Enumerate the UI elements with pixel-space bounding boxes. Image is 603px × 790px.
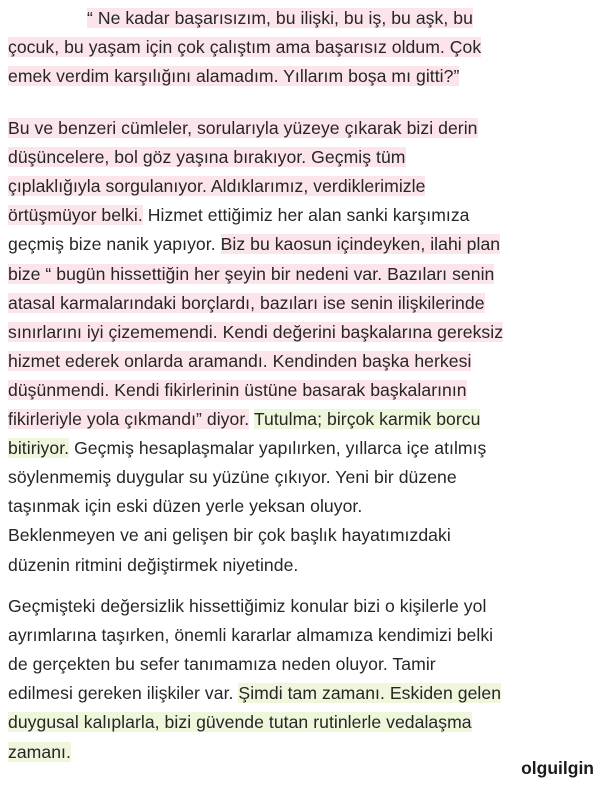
text-line — [8, 592, 486, 621]
text-line — [8, 551, 298, 580]
text-line — [8, 114, 478, 143]
highlighted-text-pink: atasal karmalarındaki borçlardı, bazıları ise senin ilişkilerinde — [8, 292, 485, 313]
text-line — [8, 201, 470, 230]
text-segment: Hizmet ettiğimiz her alan sanki karşımıza — [142, 205, 470, 226]
text-segment: Geçmişteki değersizlik hissettiğimiz konular bizi o kişilerle yol — [8, 596, 487, 616]
text-segment: söylenmemiş duygular su yüzüne çıkıyor. Yeni bir düzene — [8, 467, 457, 488]
highlighted-text-pink: düşüncelere, bol göz yaşına bırakıyor. Geçmiş tüm — [8, 147, 406, 168]
text-line — [8, 347, 471, 376]
highlighted-text-green: bitiriyor. — [8, 438, 70, 459]
text-line — [8, 521, 451, 550]
text-line — [8, 318, 503, 347]
text-line — [8, 434, 486, 463]
highlighted-text-pink: Biz bu kaosun içindeyken, ilahi plan — [220, 234, 501, 255]
text-line — [8, 260, 494, 289]
highlighted-text-pink: çıplaklığıyla sorgulanıyor. Aldıklarımız, verdiklerimizle — [8, 176, 426, 197]
highlighted-text-pink: düşünmendi. Kendi fikirlerinin üstüne basarak başkalarının — [8, 379, 467, 400]
text-line — [8, 650, 436, 679]
text-segment: de gerçekten bu sefer tanımamıza neden oluyor. Tamir — [8, 654, 436, 675]
text-segment: taşınmak için eski düzen yerle yeksan oluyor. — [8, 496, 363, 517]
text-line — [8, 230, 500, 259]
highlighted-text-pink: “ Ne kadar başarısızım, bu ilişki, bu iş, bu aşk, bu — [87, 8, 473, 28]
text-segment: düzenin ritmini değiştirmek niyetinde. — [8, 554, 299, 575]
author-signature: olguilgin — [521, 758, 594, 778]
highlighted-text-green: duygusal kalıplarla, bizi güvende tutan rutinlerle vedalaşma — [8, 712, 472, 733]
highlighted-text-pink: fikirleriyle yola çıkmandı” diyor. — [8, 409, 250, 429]
text-line — [8, 708, 472, 737]
text-line — [8, 172, 425, 201]
text-line — [8, 376, 467, 405]
highlighted-text-green: Tutulma; birçok karmik borcu — [253, 409, 481, 429]
text-line — [8, 463, 457, 492]
highlighted-text-pink: emek verdim karşılığını alamadım. Yıllarım boşa mı gitti?” — [8, 66, 460, 87]
highlighted-text-pink: Bu ve benzeri cümleler, sorularıyla yüzeye çıkarak bizi derin — [8, 118, 478, 138]
text-line — [87, 4, 473, 33]
text-line — [8, 621, 493, 650]
text-segment: geçmiş bize nanik yapıyor. — [8, 234, 221, 255]
highlighted-text-pink: sınırlarını iyi çizememendi. Kendi değerini başkalarına gereksiz — [8, 321, 504, 342]
text-segment: Beklenmeyen ve ani gelişen bir çok başlık hayatımızdaki — [8, 525, 451, 546]
highlighted-text-green: zamanı. — [8, 741, 71, 762]
text-segment: ayrımlarına taşırken, önemli kararlar almamıza kendimizi belki — [8, 625, 494, 646]
highlighted-text-pink: örtüşmüyor belki. — [8, 205, 143, 226]
highlighted-text-pink: çocuk, bu yaşam için çok çalıştım ama başarısız oldum. Çok — [8, 37, 482, 58]
text-segment: Geçmiş hesaplaşmalar yapılırken, yıllarca içe atılmış — [69, 438, 487, 459]
text-line — [8, 143, 406, 172]
text-line — [8, 33, 481, 62]
highlighted-text-pink: bize “ bugün hissettiğin her şeyin bir nedeni var. Bazıları senin — [8, 263, 495, 284]
text-line — [8, 62, 459, 91]
text-segment: edilmesi gereken ilişkiler var. — [8, 683, 239, 704]
text-line — [8, 405, 480, 434]
highlighted-text-pink: hizmet ederek onlarda aramandı. Kendinden başka herkesi — [8, 350, 472, 371]
text-line — [8, 679, 501, 708]
text-line — [8, 289, 485, 318]
highlighted-text-green: Şimdi tam zamanı. Eskiden gelen — [238, 683, 502, 704]
text-line — [8, 492, 362, 521]
text-line — [8, 738, 71, 767]
